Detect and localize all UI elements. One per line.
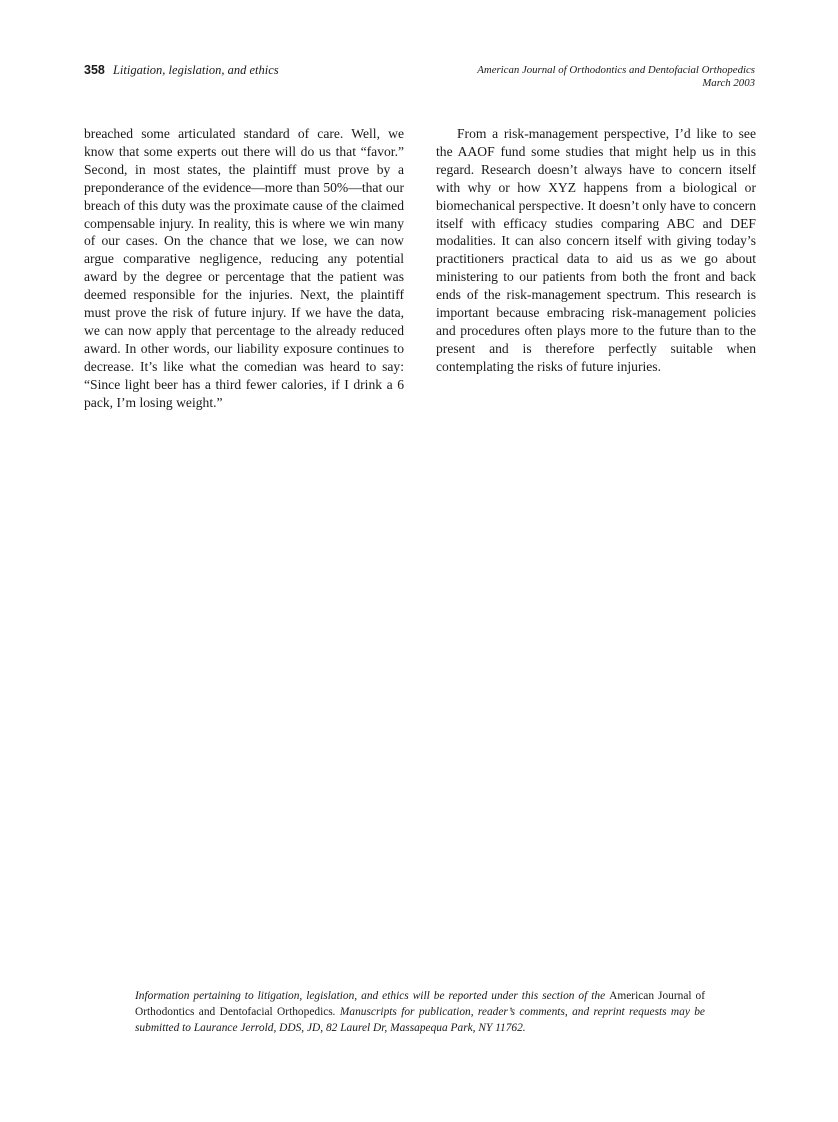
header-right (477, 64, 755, 90)
header-left (84, 63, 279, 78)
footnote-intro: Information pertaining to litigation, legislation, and ethics will be reported under this section of the (135, 990, 610, 1002)
body-paragraph: breached some articulated standard of care. Well, we know that some experts out there will do us that “favor.” Second, in most states, the plaintiff must prove by a preponderance of the evidence—more than 50%—that our breach of this duty was the proximate cause of the claimed compensable injury. In reality, this is where we win many of our cases. On the chance that we lose, we can now argue comparative negligence, reducing any potential award by the degree or percentage that the patient was deemed responsible for the injuries. Next, the plaintiff must prove the risk of future injury. If we have the data, we can now apply that percentage to the already reduced award. In other words, our liability exposure continues to decrease. It’s like what the comedian was heard to say: “Since light beer has a third fewer calories, if I drink a 6 pack, I’m losing weight.” (84, 126, 404, 410)
section-footnote (135, 988, 705, 1036)
running-header (84, 63, 755, 93)
journal-title: American Journal of Orthodontics and Dentofacial Orthopedics (477, 64, 755, 76)
footnote-submission-info: . Manuscripts for publication, reader’s comments, and reprint requests may be submitted to Laurance Jerrold, DDS, JD, 82 Laurel Dr, Massapequa Park, NY 11762. (135, 1006, 705, 1034)
left-column (84, 125, 404, 412)
footnote-journal-name: American Journal of Orthodontics and Dentofacial Orthopedics (135, 990, 705, 1018)
body-paragraph: From a risk-management perspective, I’d like to see the AAOF fund some studies that might help us in this regard. Research doesn’t always have to concern itself with why or how XYZ happens from a biological or biomechanical perspective. It doesn’t only have to concern itself with efficacy studies comparing ABC and DEF modalities. It can also concern itself with giving today’s practitioners practical data to aid us as we go about ministering to our patients from both the front and back ends of the risk-management spectrum. This research is important because embracing risk-management policies and procedures often plays more to the future than to the present and is therefore perfectly suitable when contemplating the risks of future injuries. (436, 126, 756, 374)
page-number: 358 (84, 63, 105, 77)
section-title: Litigation, legislation, and ethics (112, 63, 279, 77)
right-column (436, 125, 756, 376)
issue-date: March 2003 (702, 77, 755, 89)
